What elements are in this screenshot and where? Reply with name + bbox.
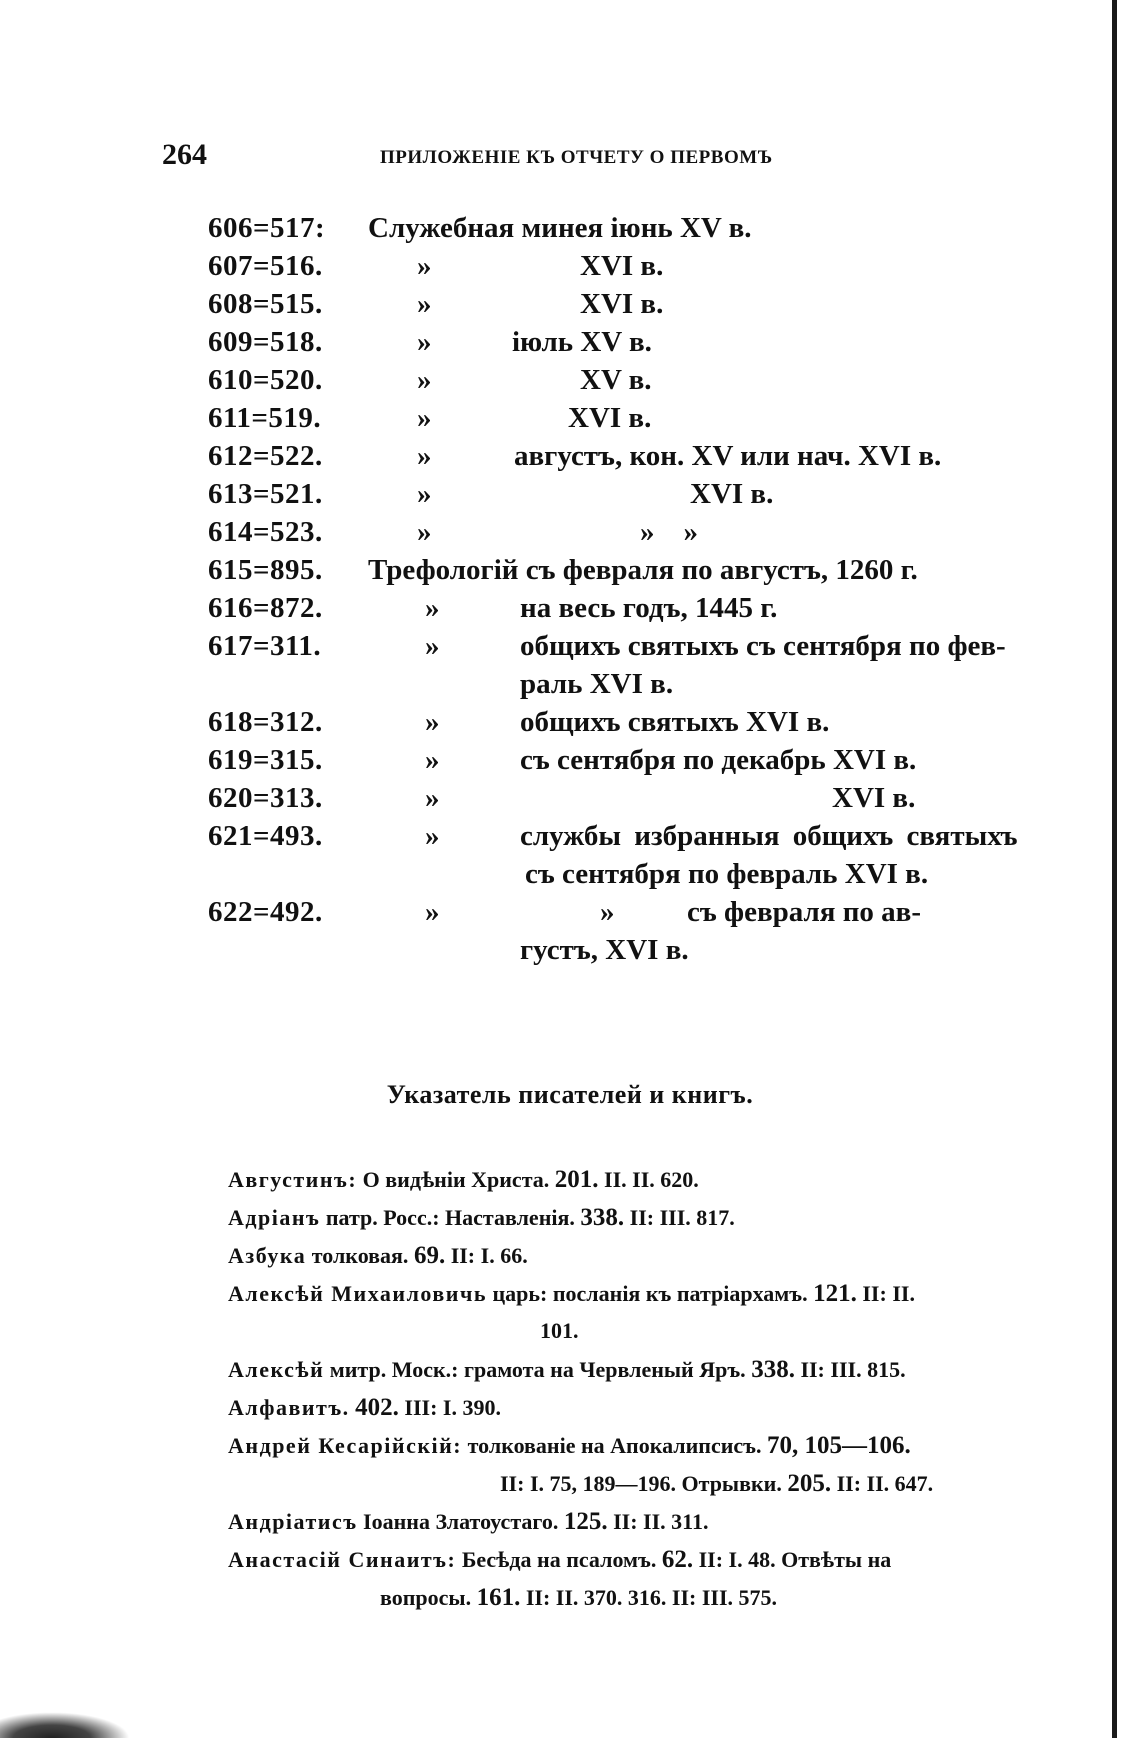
index-title: Іоанна Златоустаго. <box>363 1509 559 1534</box>
index-ref: II: II. <box>862 1281 915 1306</box>
index-ref: II: I. 66. <box>450 1243 528 1268</box>
ditto-mark: » <box>425 896 440 928</box>
index-line <box>0 1166 1140 1198</box>
ditto-mark: » <box>417 478 432 510</box>
index-ref: II: I. 48. Отвѣты на <box>698 1547 892 1572</box>
entry-line <box>0 858 1140 896</box>
entry-line <box>0 364 1140 402</box>
index-ref-bold: 69. <box>413 1242 446 1269</box>
index-line <box>0 1508 1140 1540</box>
index-ref-bold: 70, 105—106. <box>766 1432 911 1459</box>
index-title: О видѣніи Христа. <box>362 1167 550 1192</box>
index-title: II: I. 75, 189—196. Отрывки. <box>500 1471 782 1496</box>
entry-line <box>0 440 1140 478</box>
ditto-mark: » <box>425 592 440 624</box>
index-continuation: 101. <box>540 1318 579 1343</box>
entry-text: XV в. <box>580 364 652 396</box>
index-title: митр. Моск.: грамота на Червленый Яръ. <box>329 1357 746 1382</box>
entry-line <box>0 212 1140 250</box>
entry-text: XVI в. <box>568 402 652 434</box>
index-author: Августинъ: <box>228 1167 358 1192</box>
entry-text: XVI в. <box>690 478 774 510</box>
entry-number: 621=493. <box>208 820 323 852</box>
index-ref: II: III. 815. <box>800 1357 906 1382</box>
entry-line <box>0 706 1140 744</box>
entry-number: 610=520. <box>208 364 323 396</box>
ditto-mark: » <box>425 630 440 662</box>
entry-text: густъ, XVI в. <box>520 934 689 966</box>
index-ref: II: II. 311. <box>613 1509 709 1534</box>
index-ref-bold: 338. <box>751 1356 795 1383</box>
entry-line <box>0 592 1140 630</box>
entry-number: 619=315. <box>208 744 323 776</box>
entry-number: 608=515. <box>208 288 323 320</box>
index-ref-bold: 62. <box>661 1546 694 1573</box>
entry-number: 614=523. <box>208 516 323 548</box>
entry-number: 612=522. <box>208 440 323 472</box>
index-ref-bold: 205. <box>787 1470 832 1497</box>
index-ref: III: I. 390. <box>404 1395 501 1420</box>
ditto-mark: » <box>417 250 432 282</box>
index-author: Андріатисъ <box>228 1509 358 1534</box>
index-line <box>0 1584 1140 1616</box>
index-title: царь: посланія къ патріархамъ. <box>492 1281 808 1306</box>
entry-line <box>0 820 1140 858</box>
entry-text: XVI в. <box>832 782 916 814</box>
entry-line <box>0 668 1140 706</box>
entry-text: августъ, кон. XV или нач. XVI в. <box>514 440 942 472</box>
entry-line <box>0 934 1140 972</box>
index-ref: II: II. 370. 316. II: III. 575. <box>525 1585 778 1610</box>
entry-text: Трефологій съ февраля по августъ, 1260 г. <box>368 554 918 586</box>
entry-number: 606=517: <box>208 212 326 244</box>
ditto-mark: » <box>425 782 440 814</box>
entry-line <box>0 326 1140 364</box>
entry-text: » съ февраля по ав- <box>600 896 921 928</box>
ditto-mark: » <box>417 440 432 472</box>
index-line <box>0 1546 1140 1578</box>
ditto-mark: » <box>417 516 432 548</box>
entry-number: 611=519. <box>208 402 322 434</box>
ditto-mark: » <box>417 288 432 320</box>
entry-text: съ сентября по декабрь XVI в. <box>520 744 917 776</box>
entry-line <box>0 554 1140 592</box>
entry-line <box>0 744 1140 782</box>
page-header <box>0 138 1140 178</box>
entry-text: общихъ святыхъ XVI в. <box>520 706 830 738</box>
entry-text: раль XVI в. <box>520 668 674 700</box>
index-title: вопросы. <box>380 1585 472 1610</box>
entry-text: XVI в. <box>580 288 664 320</box>
entry-text: общихъ святыхъ съ сентября по фев- <box>520 630 1006 662</box>
index-author: Андрей Кесарійскій: <box>228 1433 463 1458</box>
entry-line <box>0 288 1140 326</box>
index-title: толкованіе на Апокалипсисъ. <box>467 1433 762 1458</box>
entry-text: » » <box>640 516 698 548</box>
index-line <box>0 1470 1140 1502</box>
index-heading: Указатель писателей и книгъ. <box>386 1080 754 1109</box>
entry-number: 617=311. <box>208 630 322 662</box>
index-author: Алфавитъ. <box>228 1395 350 1420</box>
index-ref-bold: 125. <box>563 1508 608 1535</box>
entry-number: 622=492. <box>208 896 323 928</box>
entry-number: 609=518. <box>208 326 323 358</box>
entry-line <box>0 896 1140 934</box>
ditto-mark: » <box>417 364 432 396</box>
entry-text: съ сентября по февраль XVI в. <box>525 858 929 890</box>
entry-line <box>0 402 1140 440</box>
entry-line <box>0 250 1140 288</box>
entry-number: 618=312. <box>208 706 323 738</box>
entry-number: 620=313. <box>208 782 323 814</box>
corner-blot <box>0 1712 130 1738</box>
entry-text: XVI в. <box>580 250 664 282</box>
entry-number: 615=895. <box>208 554 323 586</box>
running-head: ПРИЛОЖЕНІЕ КЪ ОТЧЕТУ О ПЕРВОМЪ <box>380 147 773 168</box>
entry-number: 613=521. <box>208 478 323 510</box>
index-ref: II. II. 620. <box>604 1167 699 1192</box>
entry-line <box>0 516 1140 554</box>
index-line <box>0 1280 1140 1312</box>
index-line <box>0 1242 1140 1274</box>
index-line <box>0 1432 1140 1464</box>
index-author: Адріанъ <box>228 1205 321 1230</box>
index-ref-bold: 121. <box>813 1280 857 1307</box>
index-ref: II: III. 817. <box>629 1205 735 1230</box>
index-title: толковая. <box>311 1243 409 1268</box>
entry-number: 616=872. <box>208 592 323 624</box>
index-line <box>0 1204 1140 1236</box>
page-number: 264 <box>162 138 207 171</box>
ditto-mark: » <box>425 820 440 852</box>
index-author: Алексѣй <box>228 1357 325 1382</box>
entry-text: іюль XV в. <box>512 326 652 358</box>
index-title: Бесѣда на псаломъ. <box>461 1547 657 1572</box>
index-line <box>0 1394 1140 1426</box>
entry-line <box>0 782 1140 820</box>
index-ref: II: II. 647. <box>836 1471 934 1496</box>
index-author: Алексѣй Михаиловичь <box>228 1281 487 1306</box>
entry-number: 607=516. <box>208 250 323 282</box>
index-ref-bold: 161. <box>476 1584 521 1611</box>
ditto-mark: » <box>425 706 440 738</box>
entry-text: службы избранныя общихъ святыхъ <box>520 820 1018 852</box>
entry-text: Служебная минея іюнь XV в. <box>368 212 752 244</box>
ditto-mark: » <box>417 326 432 358</box>
index-title: патр. Росс.: Наставленія. <box>325 1205 575 1230</box>
index-ref-bold: 338. <box>580 1204 625 1231</box>
ditto-mark: » <box>425 744 440 776</box>
index-author: Анастасій Синаитъ: <box>228 1547 457 1572</box>
entry-line <box>0 478 1140 516</box>
index-author: Азбука <box>228 1243 307 1268</box>
entry-line <box>0 630 1140 668</box>
index-line <box>0 1318 1140 1350</box>
index-ref-bold: 402. <box>355 1394 399 1421</box>
ditto-mark: » <box>417 402 432 434</box>
index-ref-bold: 201. <box>554 1166 599 1193</box>
index-line <box>0 1356 1140 1388</box>
entry-text: на весь годъ, 1445 г. <box>520 592 778 624</box>
